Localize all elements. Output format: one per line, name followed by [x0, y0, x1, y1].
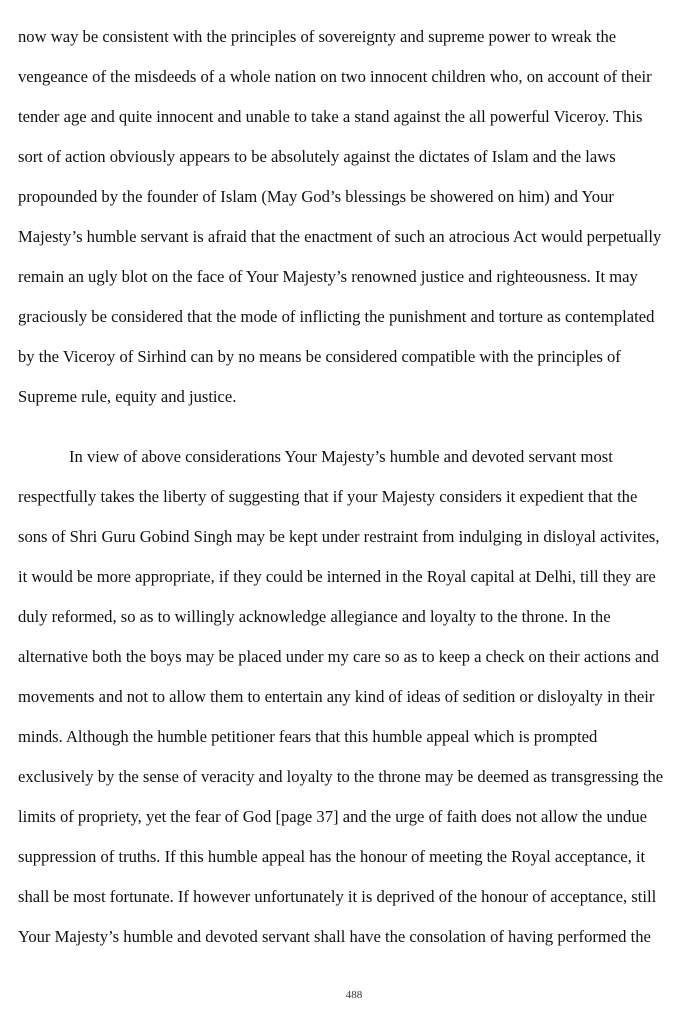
text-line: now way be consistent with the principles of sovereignty and supreme power to wreak the [18, 27, 617, 46]
text-line: remain an ugly blot on the face of Your Majesty’s renowned justice and righteousness. It may [18, 267, 638, 286]
text-line: respectfully takes the liberty of suggesting that if your Majesty considers it expedient that the [18, 487, 638, 506]
text-line: limits of propriety, yet the fear of God [page 37] and the urge of faith does not allow the undue [18, 807, 647, 826]
text-line: Majesty’s humble servant is afraid that the enactment of such an atrocious Act would perpetually [18, 227, 662, 246]
paragraph-1 [18, 17, 692, 417]
text-line: tender age and quite innocent and unable to take a stand against the all powerful Viceroy. This [18, 107, 643, 126]
text-line: vengeance of the misdeeds of a whole nation on two innocent children who, on account of their [18, 67, 652, 86]
text-line: sons of Shri Guru Gobind Singh may be kept under restraint from indulging in disloyal activites, [18, 527, 660, 546]
text-line: alternative both the boys may be placed under my care so as to keep a check on their actions and [18, 647, 659, 666]
text-line: graciously be considered that the mode of inflicting the punishment and torture as contemplated [18, 307, 655, 326]
text-line: by the Viceroy of Sirhind can by no means be considered compatible with the principles of [18, 347, 621, 366]
text-line: exclusively by the sense of veracity and loyalty to the throne may be deemed as transgressing the [18, 767, 664, 786]
text-line: sort of action obviously appears to be absolutely against the dictates of Islam and the laws [18, 147, 616, 166]
text-line: movements and not to allow them to entertain any kind of ideas of sedition or disloyalty in their [18, 687, 655, 706]
text-line: Your Majesty’s humble and devoted servant shall have the consolation of having performed the [18, 927, 651, 946]
text-line-indented: In view of above considerations Your Majesty’s humble and devoted servant most [69, 447, 613, 466]
text-line: it would be more appropriate, if they could be interned in the Royal capital at Delhi, till they are [18, 567, 656, 586]
text-line: minds. Although the humble petitioner fears that this humble appeal which is prompted [18, 727, 598, 746]
text-line: propounded by the founder of Islam (May God’s blessings be showered on him) and Your [18, 187, 614, 206]
text-line: Supreme rule, equity and justice. [18, 387, 237, 406]
text-line: duly reformed, so as to willingly acknowledge allegiance and loyalty to the throne. In the [18, 607, 611, 626]
text-line: suppression of truths. If this humble appeal has the honour of meeting the Royal acceptance, it [18, 847, 646, 866]
page-number: 488 [345, 989, 363, 1001]
text-line: shall be most fortunate. If however unfortunately it is deprived of the honour of acceptance, still [18, 887, 657, 906]
paragraph-2 [18, 437, 692, 957]
